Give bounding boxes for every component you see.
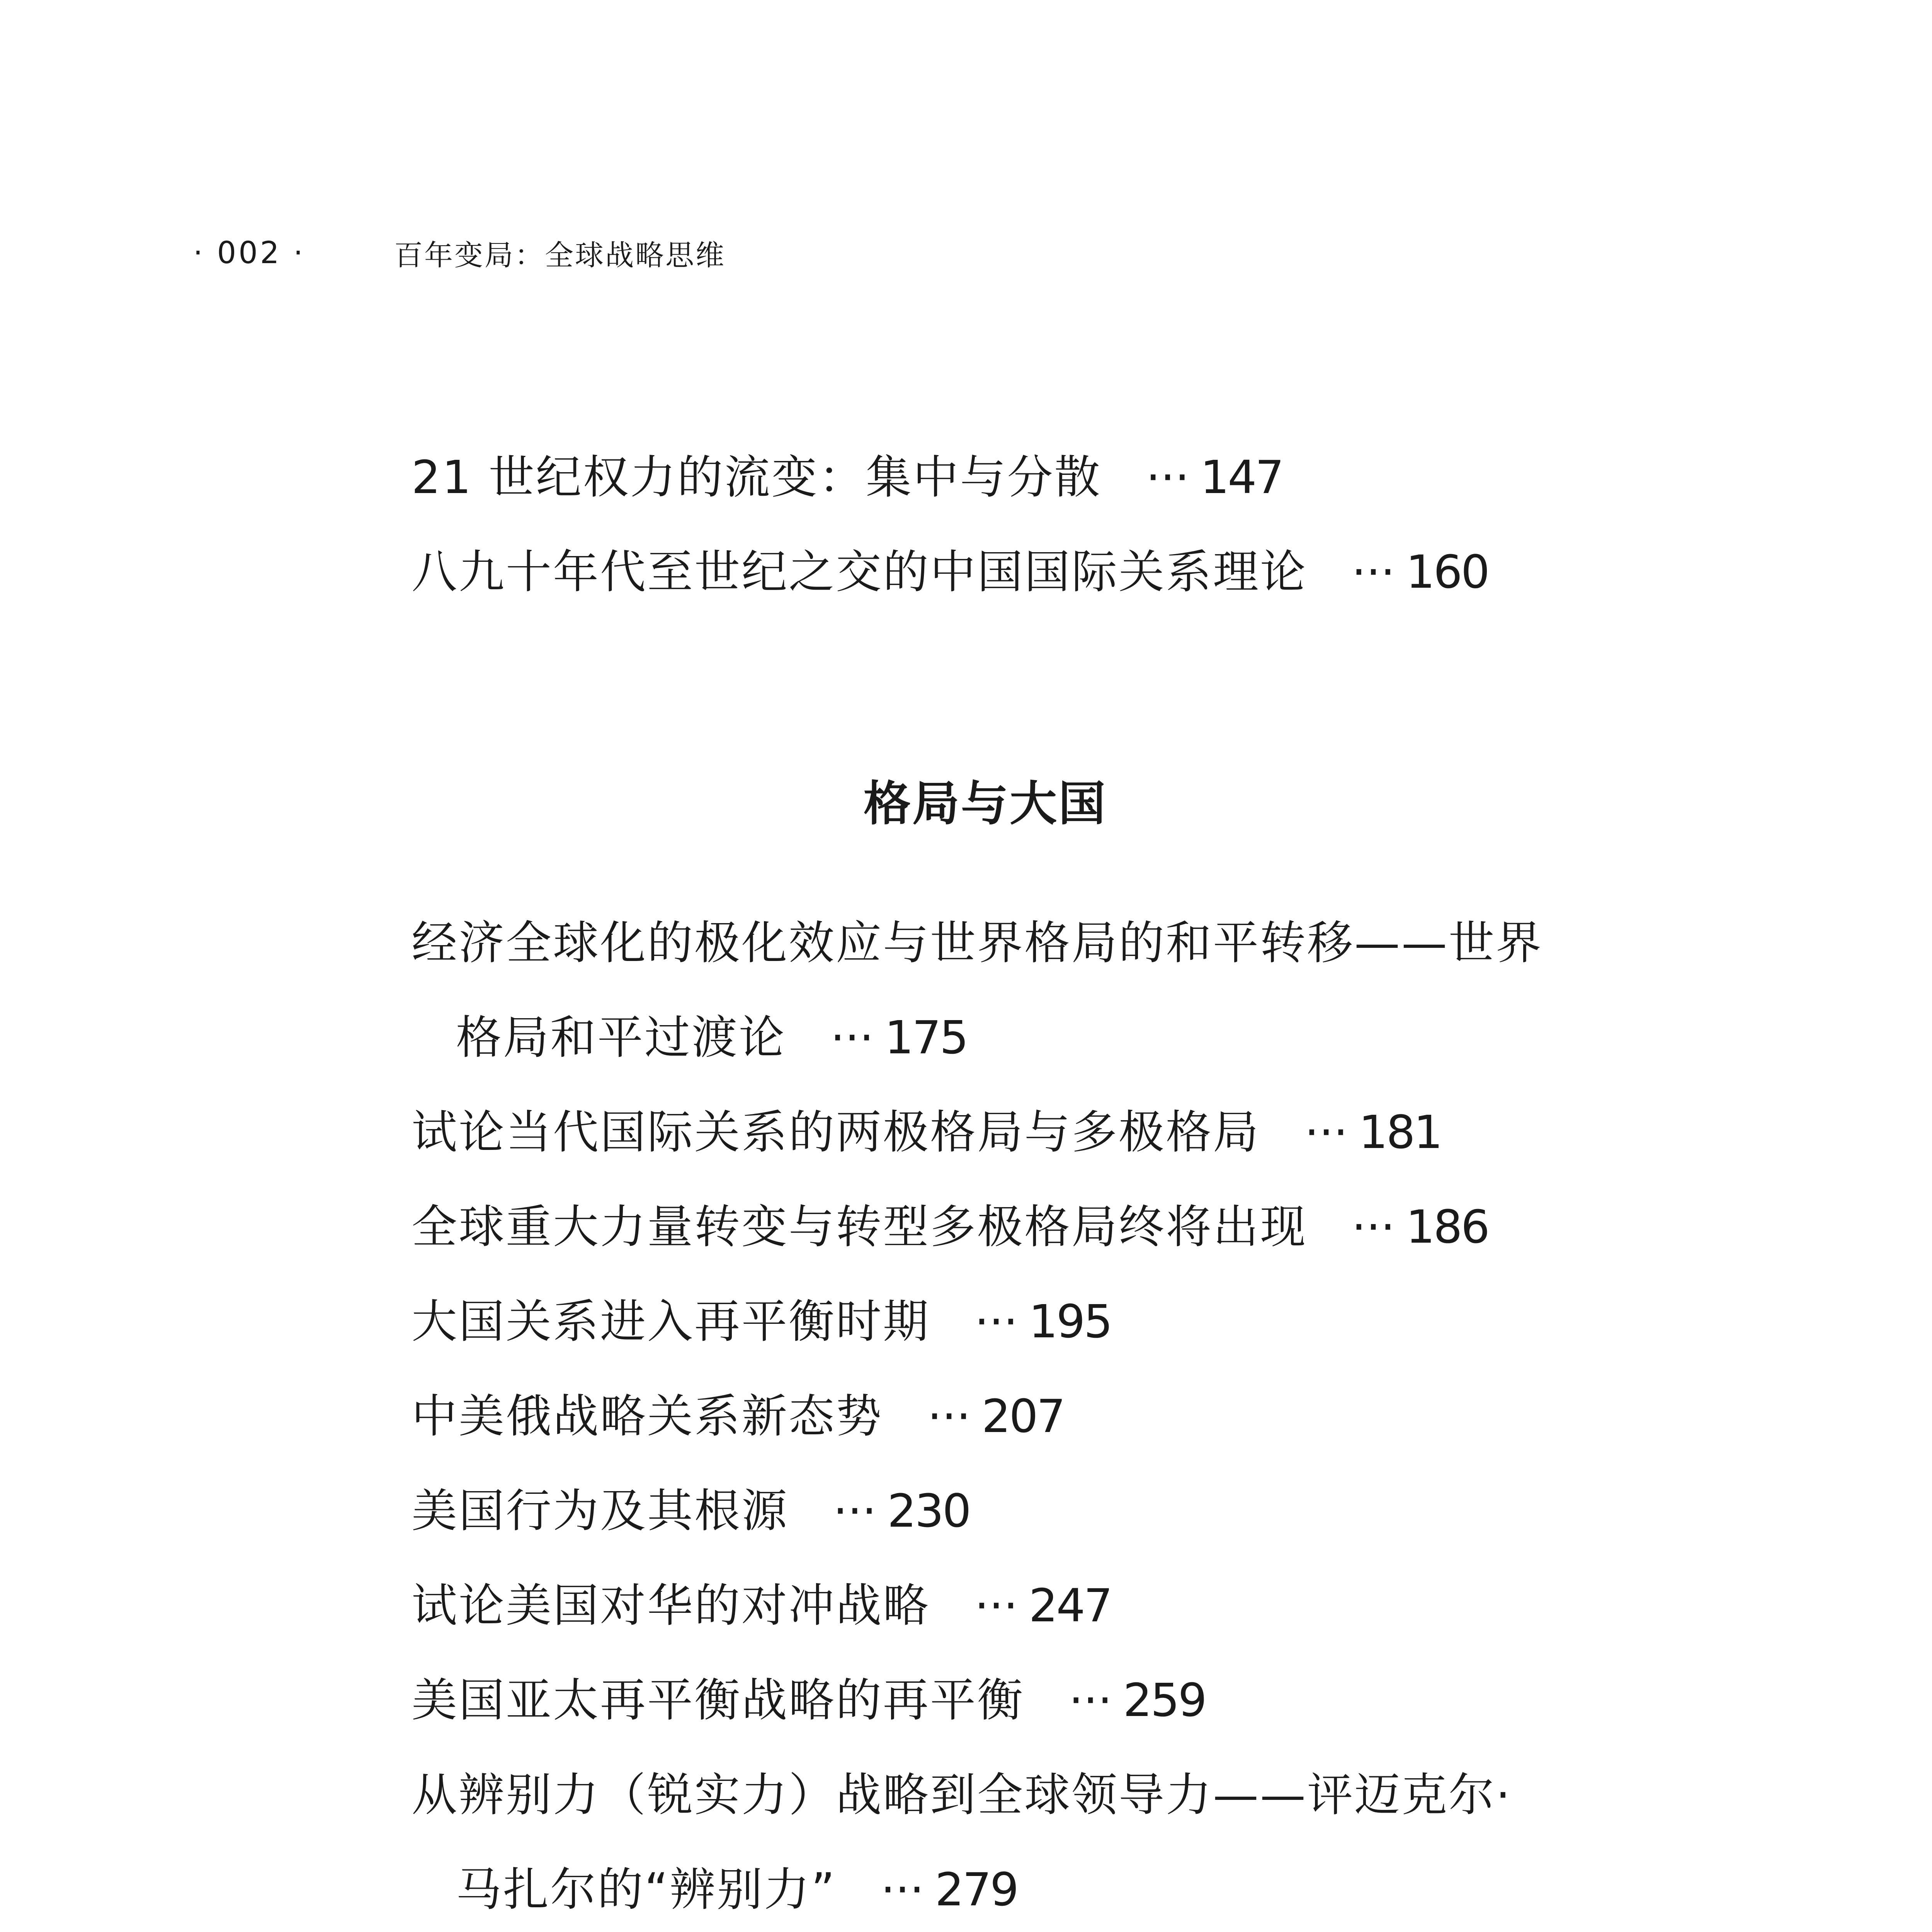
toc-entry[interactable] bbox=[412, 1762, 1512, 1828]
entry-title: 试论美国对华的对冲战略 bbox=[412, 1579, 930, 1632]
entry-page: 259 bbox=[1123, 1673, 1206, 1727]
entry-page: 230 bbox=[887, 1484, 970, 1537]
entry-title: 21 世纪权力的流变：集中与分散 bbox=[412, 451, 1102, 504]
leader-dots: ··· bbox=[975, 1295, 1018, 1348]
leader-dots: ··· bbox=[833, 1484, 877, 1537]
toc-entry[interactable] bbox=[412, 1194, 1488, 1260]
entry-title: 经济全球化的极化效应与世界格局的和平转移——世界 bbox=[412, 916, 1543, 969]
toc-entry[interactable] bbox=[412, 1478, 970, 1544]
leader-dots: ··· bbox=[830, 1011, 874, 1064]
toc-entry[interactable] bbox=[412, 1667, 1206, 1733]
toc-entry[interactable] bbox=[412, 1383, 1064, 1449]
leader-dots: ··· bbox=[1352, 545, 1395, 599]
entry-title: 中美俄战略关系新态势 bbox=[412, 1389, 883, 1443]
entry-page: 279 bbox=[935, 1863, 1018, 1916]
leader-dots: ··· bbox=[1304, 1105, 1348, 1159]
entry-title: 大国关系进入再平衡时期 bbox=[412, 1295, 930, 1348]
toc-entry[interactable] bbox=[412, 910, 1543, 976]
leader-dots: ··· bbox=[975, 1579, 1018, 1632]
entry-page: 207 bbox=[981, 1389, 1064, 1443]
toc-entry[interactable] bbox=[412, 1099, 1441, 1165]
entry-page: 186 bbox=[1406, 1200, 1488, 1253]
entry-title: 八九十年代至世纪之交的中国国际关系理论 bbox=[412, 545, 1308, 599]
entry-title: 全球重大力量转变与转型多极格局终将出现 bbox=[412, 1200, 1308, 1253]
leader-dots: ··· bbox=[1146, 451, 1190, 504]
entry-page: 181 bbox=[1359, 1105, 1441, 1159]
toc-entry[interactable] bbox=[412, 539, 1488, 605]
leader-dots: ··· bbox=[881, 1863, 924, 1916]
running-header bbox=[193, 232, 726, 274]
leader-dots: ··· bbox=[1352, 1200, 1395, 1253]
entry-page: 247 bbox=[1029, 1579, 1111, 1632]
entry-title: 从辨别力（锐实力）战略到全球领导力——评迈克尔· bbox=[412, 1768, 1512, 1821]
toc-entry[interactable] bbox=[456, 1857, 1017, 1922]
section-heading: 格局与大国 bbox=[864, 776, 1107, 831]
book-title: 百年变局：全球战略思维 bbox=[394, 239, 726, 272]
toc-entry[interactable] bbox=[412, 1573, 1111, 1638]
toc-entry[interactable] bbox=[456, 1005, 967, 1070]
entry-title: 美国亚太再平衡战略的再平衡 bbox=[412, 1673, 1025, 1727]
entry-title: 美国行为及其根源 bbox=[412, 1484, 789, 1537]
entry-page: 175 bbox=[884, 1011, 967, 1064]
entry-title: 格局和平过渡论 bbox=[456, 1011, 786, 1064]
entry-title: 马扎尔的“辨别力” bbox=[456, 1863, 837, 1916]
toc-entry[interactable] bbox=[412, 1289, 1111, 1354]
entry-page: 195 bbox=[1029, 1295, 1111, 1348]
entry-title: 试论当代国际关系的两极格局与多极格局 bbox=[412, 1105, 1260, 1159]
leader-dots: ··· bbox=[927, 1389, 971, 1443]
entry-page: 147 bbox=[1200, 451, 1283, 504]
page-number: · 002 · bbox=[193, 236, 306, 270]
leader-dots: ··· bbox=[1069, 1673, 1112, 1727]
toc-entry[interactable] bbox=[412, 444, 1282, 510]
entry-page: 160 bbox=[1406, 545, 1488, 599]
